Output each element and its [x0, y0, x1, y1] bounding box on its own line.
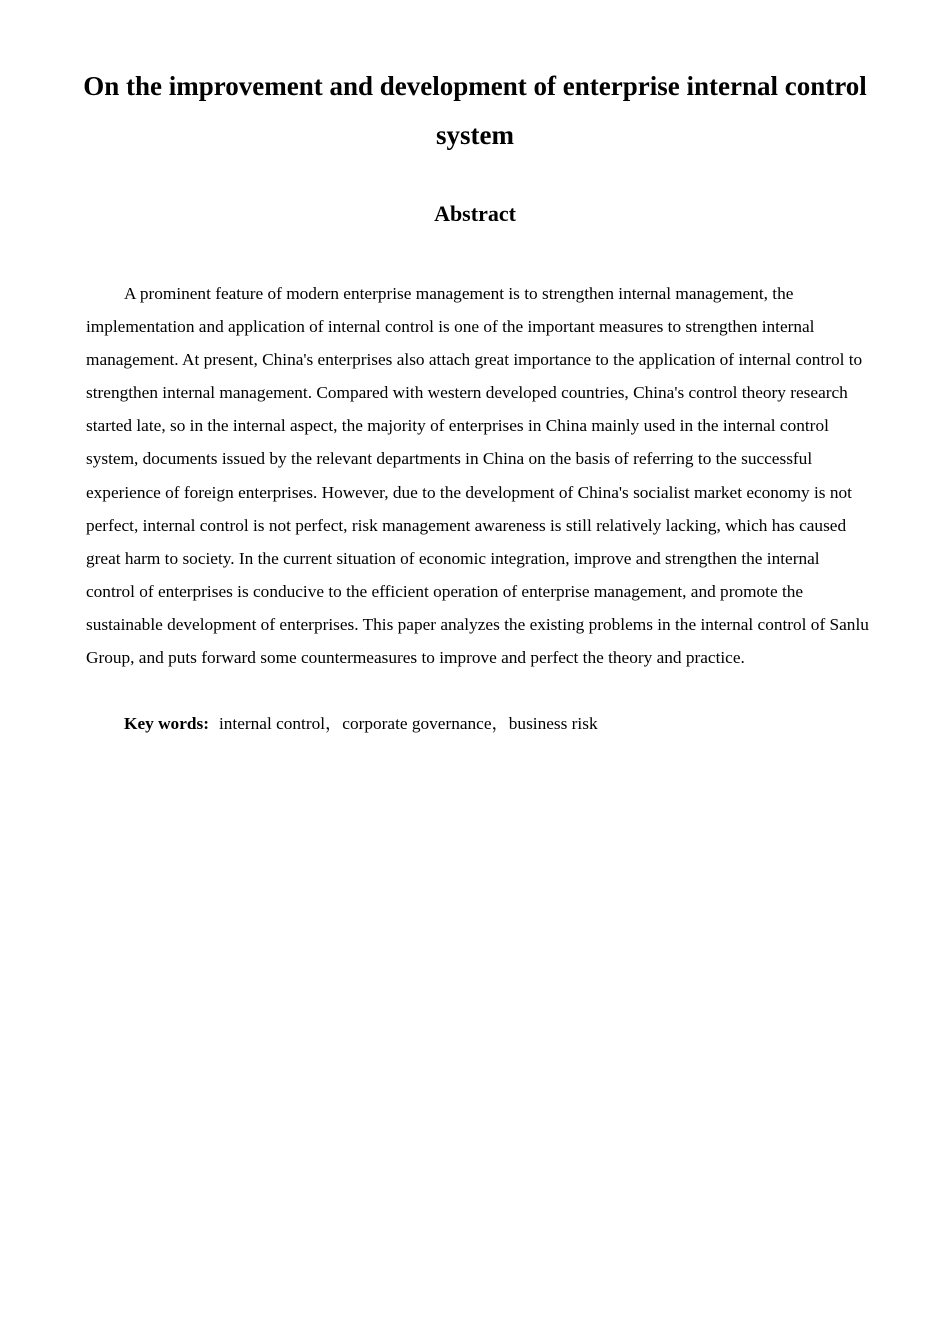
abstract-paragraph: A prominent feature of modern enterprise management is to strengthen internal management, the implementation and application of internal control is one of the important measures to strengthen internal management. At present, China's enterprises also attach great importance to the application of internal control to strengthen internal management. Compared with western developed countries, China's control theory research started late, so in the internal aspect, the majority of enterprises in China mainly used in the internal control system, documents issued by the relevant departments in China on the basis of referring to the successful experience of foreign enterprises. However, due to the development of China's socialist market economy is not perfect, internal control is not perfect, risk management awareness is still relatively lacking, which has caused great harm to society. In the current situation of economic integration, improve and strengthen the internal control of enterprises is conducive to the efficient operation of enterprise management, and promote the sustainable development of enterprises. This paper analyzes the existing problems in the internal control of Sanlu Group, and puts forward some countermeasures to improve and perfect the theory and practice.	[86, 284, 869, 668]
abstract-heading: Abstract	[434, 201, 516, 226]
document-title: On the improvement and development of enterprise internal control system	[83, 71, 867, 150]
keywords-list: internal control，corporate governance，business risk	[218, 714, 598, 733]
keywords-line	[124, 707, 598, 740]
keywords-label: Key words:	[124, 714, 209, 733]
